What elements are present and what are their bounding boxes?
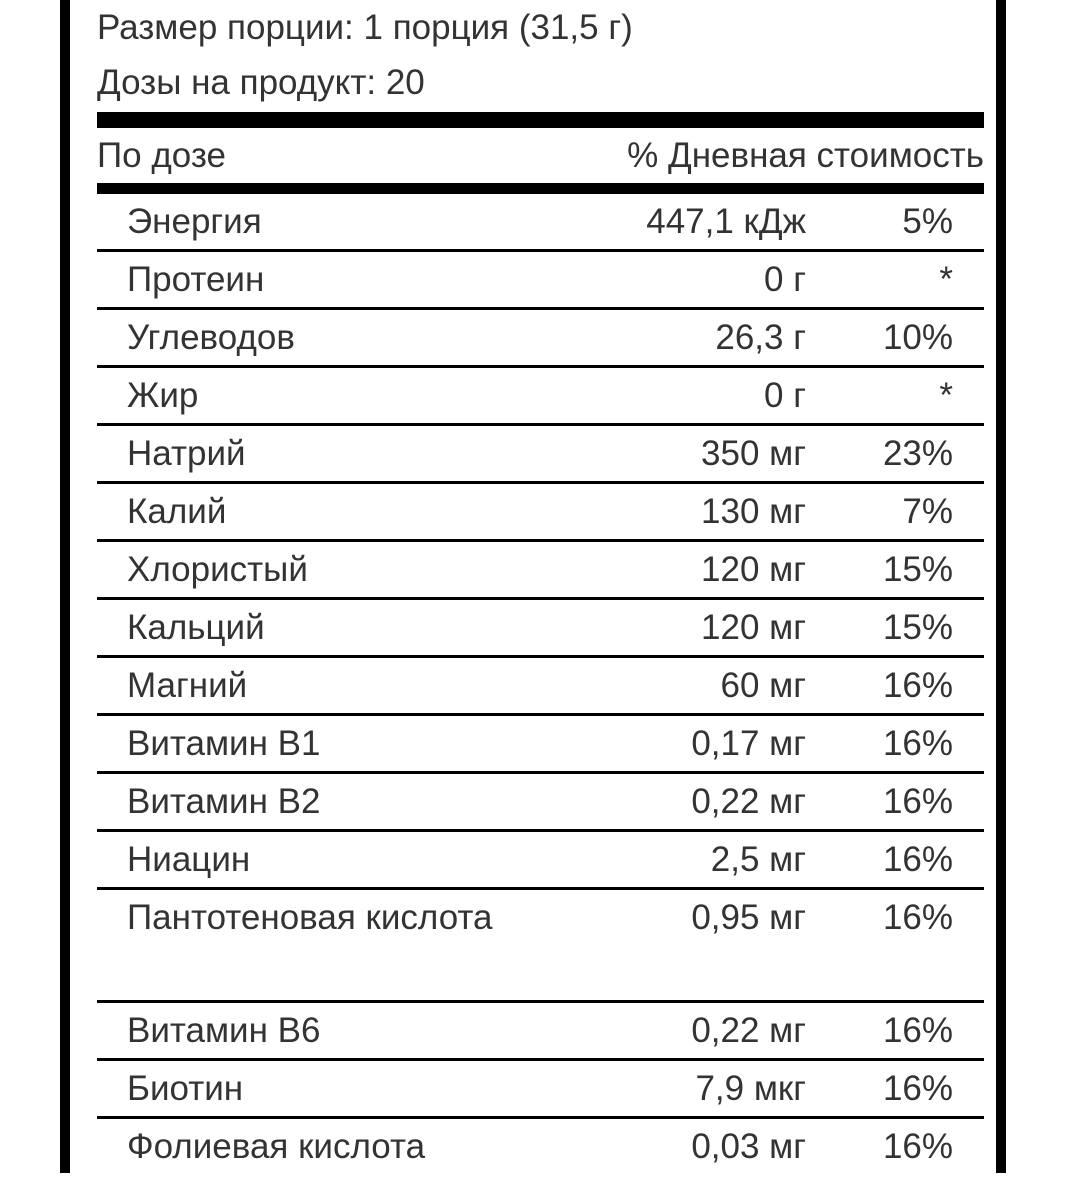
nutrient-row (97, 600, 984, 658)
nutrient-amount: 0,22 мг (691, 782, 806, 821)
column-header (97, 134, 984, 178)
nutrient-amount: 2,5 мг (710, 840, 806, 879)
nutrient-daily-value: 16% (882, 840, 953, 879)
nutrient-name: Фолиевая кислота (127, 1127, 426, 1166)
nutrient-name: Биотин (127, 1069, 244, 1108)
nutrient-row (97, 890, 984, 1003)
nutrient-name: Калий (127, 492, 227, 531)
servings-per-container: Дозы на продукт: 20 (97, 63, 425, 102)
nutrient-daily-value: * (939, 376, 953, 415)
nutrient-daily-value: 16% (882, 898, 953, 937)
nutrient-name: Энергия (127, 202, 262, 241)
nutrient-daily-value: 16% (882, 1127, 953, 1166)
nutrient-amount: 26,3 г (715, 318, 806, 357)
nutrient-name: Витамин B2 (127, 782, 321, 821)
thick-divider-header (97, 183, 984, 194)
nutrient-row (97, 484, 984, 542)
nutrient-row (97, 1003, 984, 1061)
nutrient-amount: 0,03 мг (691, 1127, 806, 1166)
nutrient-name: Жир (127, 376, 199, 415)
nutrient-row (97, 194, 984, 252)
nutrient-name: Кальций (127, 608, 265, 647)
nutrient-name: Ниацин (127, 840, 251, 879)
nutrient-daily-value: 16% (882, 782, 953, 821)
nutrient-row (97, 252, 984, 310)
nutrient-daily-value: 10% (882, 318, 953, 357)
nutrient-row (97, 426, 984, 484)
nutrient-amount: 120 мг (701, 550, 806, 589)
nutrient-daily-value: 16% (882, 724, 953, 763)
nutrient-name: Хлористый (127, 550, 308, 589)
nutrient-amount: 130 мг (701, 492, 806, 531)
nutrient-row (97, 310, 984, 368)
nutrient-amount: 350 мг (701, 434, 806, 473)
nutrient-amount: 0,17 мг (691, 724, 806, 763)
nutrient-daily-value: 23% (882, 434, 953, 473)
daily-value-header: % Дневная стоимость (627, 136, 984, 175)
nutrient-row (97, 832, 984, 890)
thick-divider-top (97, 112, 984, 128)
nutrient-name: Протеин (127, 260, 265, 299)
nutrient-daily-value: 15% (882, 608, 953, 647)
nutrient-row (97, 774, 984, 832)
nutrient-name: Пантотеновая кислота (127, 898, 493, 937)
nutrient-name: Витамин B1 (127, 724, 321, 763)
nutrient-name: Витамин B6 (127, 1011, 321, 1050)
nutrient-amount: 60 мг (720, 666, 806, 705)
nutrient-amount: 0,95 мг (691, 898, 806, 937)
serving-size: Размер порции: 1 порция (31,5 г) (97, 8, 633, 47)
nutrient-amount: 120 мг (701, 608, 806, 647)
nutrient-table (97, 194, 984, 1177)
nutrient-daily-value: 16% (882, 666, 953, 705)
nutrient-daily-value: * (939, 260, 953, 299)
nutrient-row (97, 368, 984, 426)
nutrient-row (97, 1119, 984, 1177)
per-serving-header: По дозе (97, 136, 226, 175)
nutrient-row (97, 542, 984, 600)
nutrient-amount: 0 г (764, 376, 806, 415)
nutrient-name: Магний (127, 666, 248, 705)
nutrient-daily-value: 16% (882, 1011, 953, 1050)
nutrient-amount: 0 г (764, 260, 806, 299)
nutrient-amount: 0,22 мг (691, 1011, 806, 1050)
nutrient-amount: 7,9 мкг (695, 1069, 806, 1108)
nutrient-amount: 447,1 кДж (646, 202, 806, 241)
nutrient-name: Углеводов (127, 318, 295, 357)
nutrient-row (97, 658, 984, 716)
nutrition-facts-panel (60, 0, 1006, 1173)
nutrient-daily-value: 16% (882, 1069, 953, 1108)
nutrient-row (97, 716, 984, 774)
nutrient-name: Натрий (127, 434, 246, 473)
nutrient-daily-value: 5% (902, 202, 953, 241)
nutrient-daily-value: 15% (882, 550, 953, 589)
nutrient-daily-value: 7% (902, 492, 953, 531)
nutrient-row (97, 1061, 984, 1119)
